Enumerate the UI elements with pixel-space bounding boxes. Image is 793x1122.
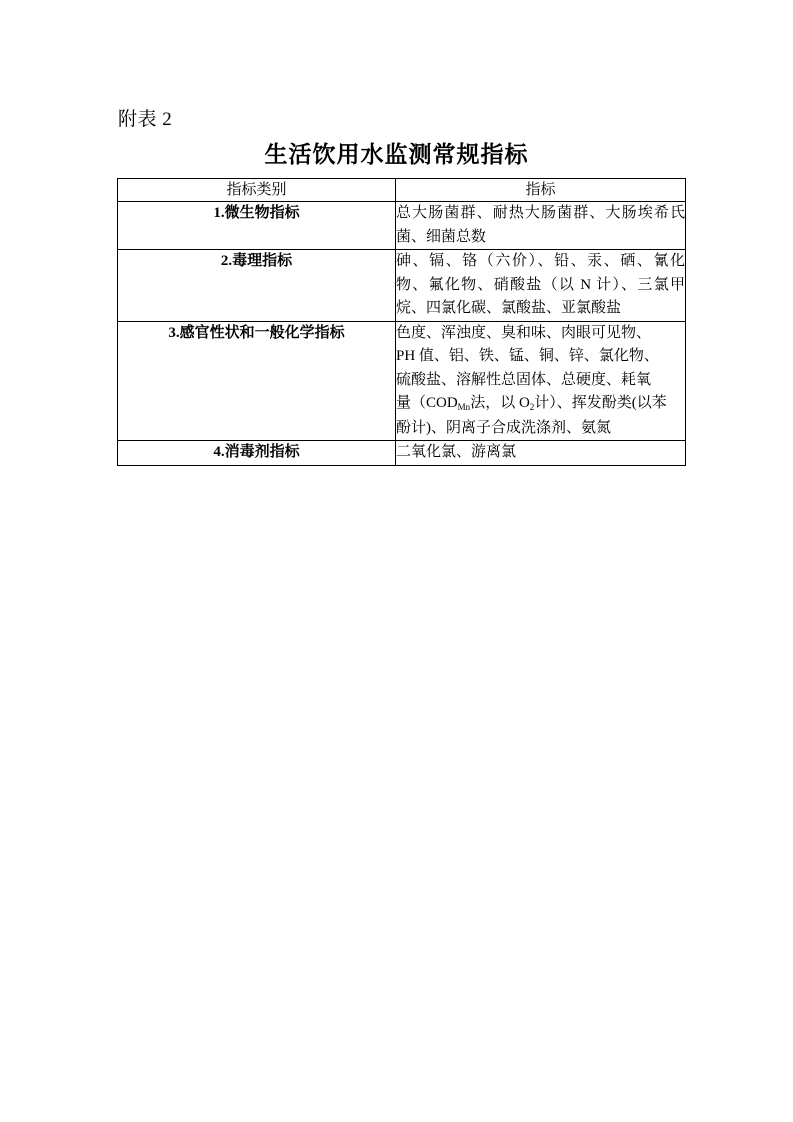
indicator-text: 二氧化氯、游离氯 — [396, 444, 517, 460]
indicator-text-line-2: PH 值、铝、铁、锰、铜、锌、氯化物、 — [396, 348, 659, 364]
table-row — [118, 441, 686, 466]
cell-indicators-sensory-chemical — [396, 321, 686, 441]
indicators-table-container — [117, 178, 685, 466]
indicator-text-line-1: 色度、浑浊度、臭和味、肉眼可见物、 — [396, 324, 652, 341]
indicator-text: 总大肠菌群、耐热大肠菌群、大肠埃希氏菌、细菌总数 — [396, 205, 685, 245]
page-title: 生活饮用水监测常规指标 — [264, 142, 529, 167]
cell-indicators-disinfectant — [396, 441, 686, 466]
cell-category-toxicological: 2.毒理指标 — [118, 250, 396, 322]
column-header-indicator: 指标 — [396, 179, 686, 202]
indicator-text-line-4 — [396, 392, 685, 417]
indicator-subscript-2: 2 — [529, 402, 535, 412]
indicator-subscript-mn: Mn — [457, 402, 471, 412]
cell-indicators-toxicological — [396, 250, 686, 322]
indicator-text: 砷、镉、铬（六价）、铅、汞、硒、氰化物、氟化物、硝酸盐（以 N 计）、三氯甲烷、四氯化碳、氯酸盐、亚氯酸盐 — [396, 253, 685, 316]
table-row — [118, 321, 686, 441]
appendix-label: 附表 2 — [118, 109, 173, 130]
cell-category-sensory-chemical: 3.感官性状和一般化学指标 — [118, 321, 396, 441]
column-header-category: 指标类别 — [118, 179, 396, 202]
table-row — [118, 202, 686, 250]
table-row — [118, 250, 686, 322]
table-header-row — [118, 179, 686, 202]
indicator-text-line-3: 硫酸盐、溶解性总固体、总硬度、耗氧 — [396, 371, 652, 388]
cell-indicators-microbiological — [396, 202, 686, 250]
cell-category-microbiological: 1.微生物指标 — [118, 202, 396, 250]
indicator-text-line-5: 酚计)、阴离子合成洗涤剂、氨氮 — [396, 419, 611, 436]
indicator-text-line-4-part-b: 法，以 O — [470, 395, 530, 411]
indicator-text-line-4-part-c: 计）、挥发酚类(以苯 — [534, 395, 667, 411]
indicator-text-line-4-part-a: 量（COD — [396, 395, 458, 411]
cell-category-disinfectant: 4.消毒剂指标 — [118, 441, 396, 466]
indicators-table — [117, 178, 686, 466]
